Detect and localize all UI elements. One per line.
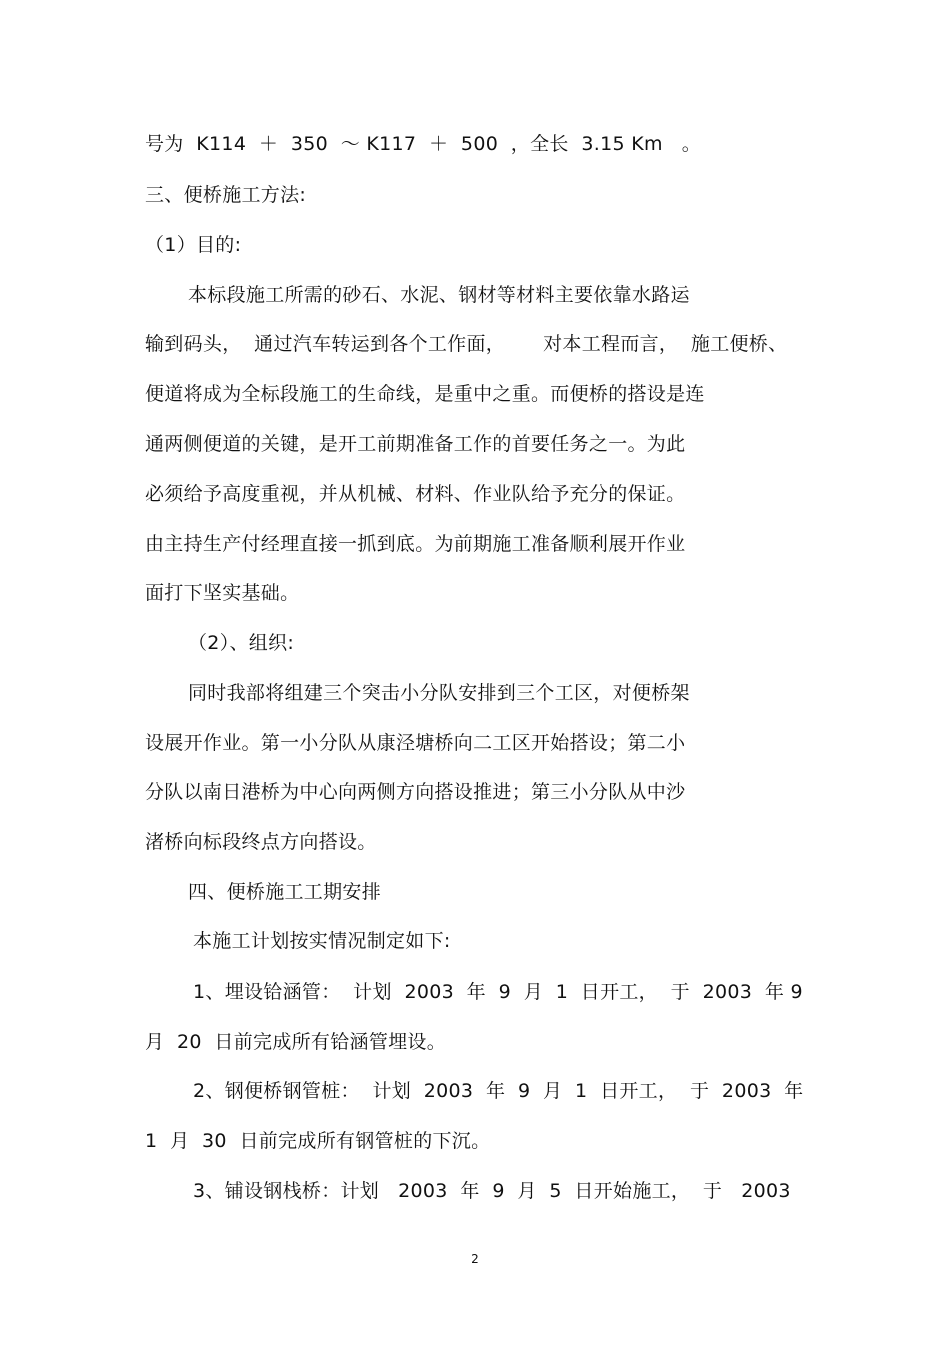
paragraph-line: 分队以南日港桥为中心向两侧方向搭设推进；第三小分队从中沙	[145, 781, 686, 803]
section-heading-4: 四、便桥施工工期安排	[188, 881, 382, 903]
paragraph-line: 通两侧便道的关键，是开工前期准备工作的首要任务之一。为此	[145, 433, 686, 455]
schedule-item-3: 3、铺设钢栈桥：计划 2003 年 9 月 5 日开始施工， 于 2003	[193, 1180, 791, 1202]
schedule-item-1-continued: 月 20 日前完成所有铪涵管埋设。	[145, 1031, 447, 1053]
paragraph-line: 设展开作业。第一小分队从康泾塘桥向二工区开始搭设；第二小	[145, 732, 686, 754]
schedule-item-2-continued: 1 月 30 日前完成所有钢管桩的下沉。	[145, 1130, 491, 1152]
paragraph-line: 渚桥向标段终点方向搭设。	[145, 831, 377, 853]
paragraph-line: 本标段施工所需的砂石、水泥、钢材等材料主要依靠水路运	[188, 284, 690, 306]
paragraph-line: 必须给予高度重视，并从机械、材料、作业队给予充分的保证。	[145, 483, 686, 505]
subheading-organization: （2）、组织:	[188, 632, 295, 654]
page-number: 2	[471, 1252, 479, 1266]
subheading-purpose: （1）目的:	[145, 234, 242, 256]
paragraph-line: 输到码头， 通过汽车转运到各个工作面， 对本工程而言， 施工便桥、	[145, 333, 788, 355]
paragraph-line: 同时我部将组建三个突击小分队安排到三个工区，对便桥架	[188, 682, 690, 704]
paragraph-line: 由主持生产付经理直接一抓到底。为前期施工准备顺利展开作业	[145, 533, 686, 555]
paragraph-line: 面打下坚实基础。	[145, 582, 300, 604]
section-heading-3: 三、便桥施工方法:	[145, 184, 307, 206]
paragraph-line: 本施工计划按实情况制定如下:	[193, 930, 451, 952]
schedule-item-2: 2、钢便桥钢管桩： 计划 2003 年 9 月 1 日开工， 于 2003 年	[193, 1080, 804, 1102]
text-line-location-range: 号为 K114 ＋ 350 ～ K117 ＋ 500 ，全长 3.15 Km 。	[145, 133, 702, 155]
paragraph-line: 便道将成为全标段施工的生命线，是重中之重。而便桥的搭设是连	[145, 383, 705, 405]
schedule-item-1: 1、埋设铪涵管： 计划 2003 年 9 月 1 日开工， 于 2003 年 9	[193, 981, 803, 1003]
